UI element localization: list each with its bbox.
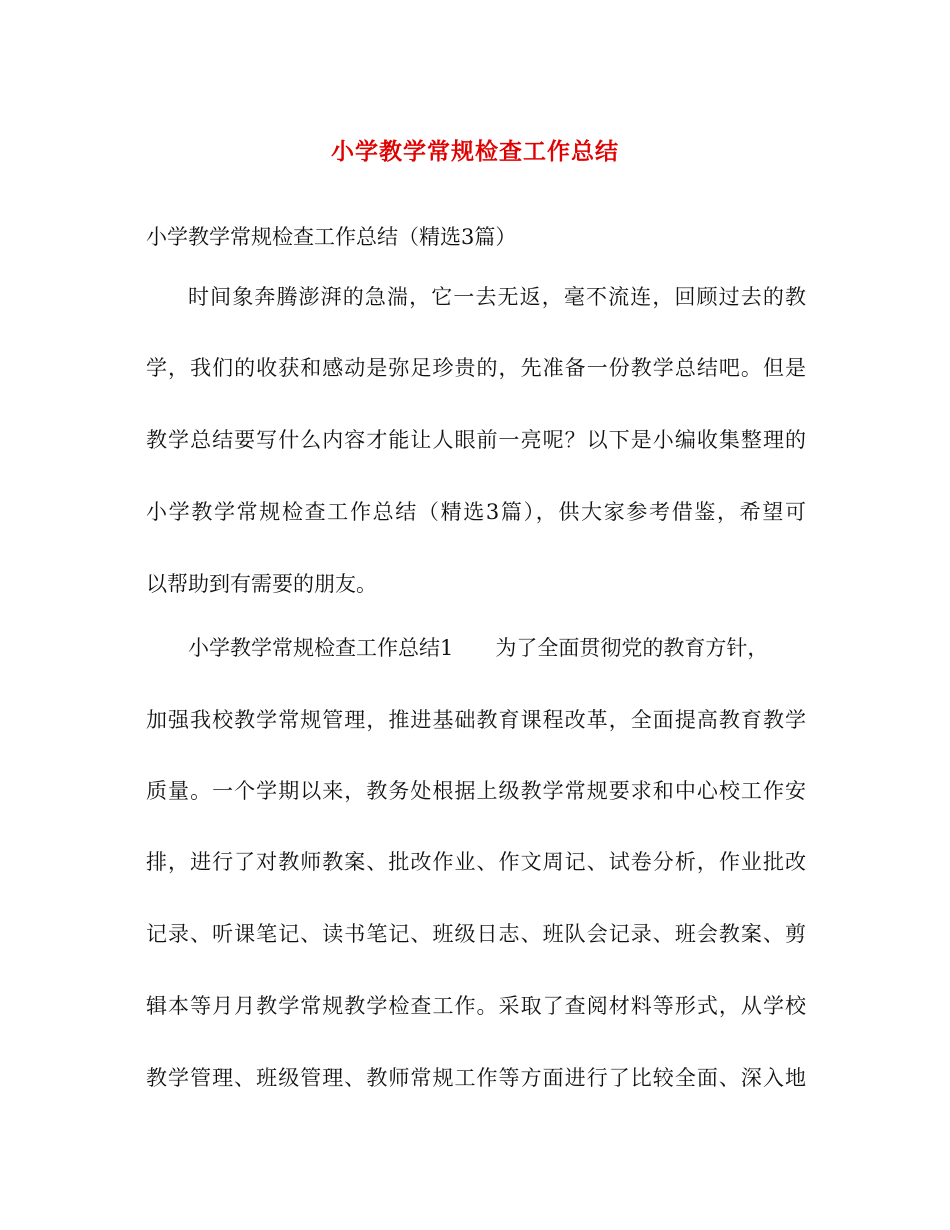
intro-line-4: 小学教学常规检查工作总结（精选3篇），供大家参考借鉴，希望可 [146, 500, 806, 524]
intro-line-5: 以帮助到有需要的朋友。 [146, 572, 377, 596]
section1-line-5: 辑本等月月教学常规教学检查工作。采取了查阅材料等形式，从学校 [146, 994, 806, 1018]
section1-first-line [188, 633, 806, 663]
document-subtitle: 小学教学常规检查工作总结（精选3篇） [146, 225, 517, 249]
section1-line-3: 排，进行了对教师教案、批改作业、作文周记、试卷分析，作业批改 [146, 850, 806, 874]
section1-line-4: 记录、听课笔记、读书笔记、班级日志、班队会记录、班会教案、剪 [146, 922, 806, 946]
section1-heading: 小学教学常规检查工作总结1 [188, 636, 454, 660]
section1-line-6: 教学管理、班级管理、教师常规工作等方面进行了比较全面、深入地 [146, 1066, 806, 1090]
intro-line-3: 教学总结要写什么内容才能让人眼前一亮呢？以下是小编收集整理的 [146, 428, 806, 452]
document-title: 小学教学常规检查工作总结 [331, 138, 619, 165]
intro-line-1: 时间象奔腾澎湃的急湍，它一去无返，毫不流连，回顾过去的教 [188, 285, 806, 309]
section1-line-2: 质量。一个学期以来，教务处根据上级教学常规要求和中心校工作安 [146, 779, 806, 803]
section1-line-1: 加强我校教学常规管理，推进基础教育课程改革，全面提高教育教学 [146, 708, 806, 732]
section1-first-line-text: 为了全面贯彻党的教育方针， [495, 636, 769, 660]
intro-line-2: 学，我们的收获和感动是弥足珍贵的，先准备一份教学总结吧。但是 [146, 356, 806, 380]
